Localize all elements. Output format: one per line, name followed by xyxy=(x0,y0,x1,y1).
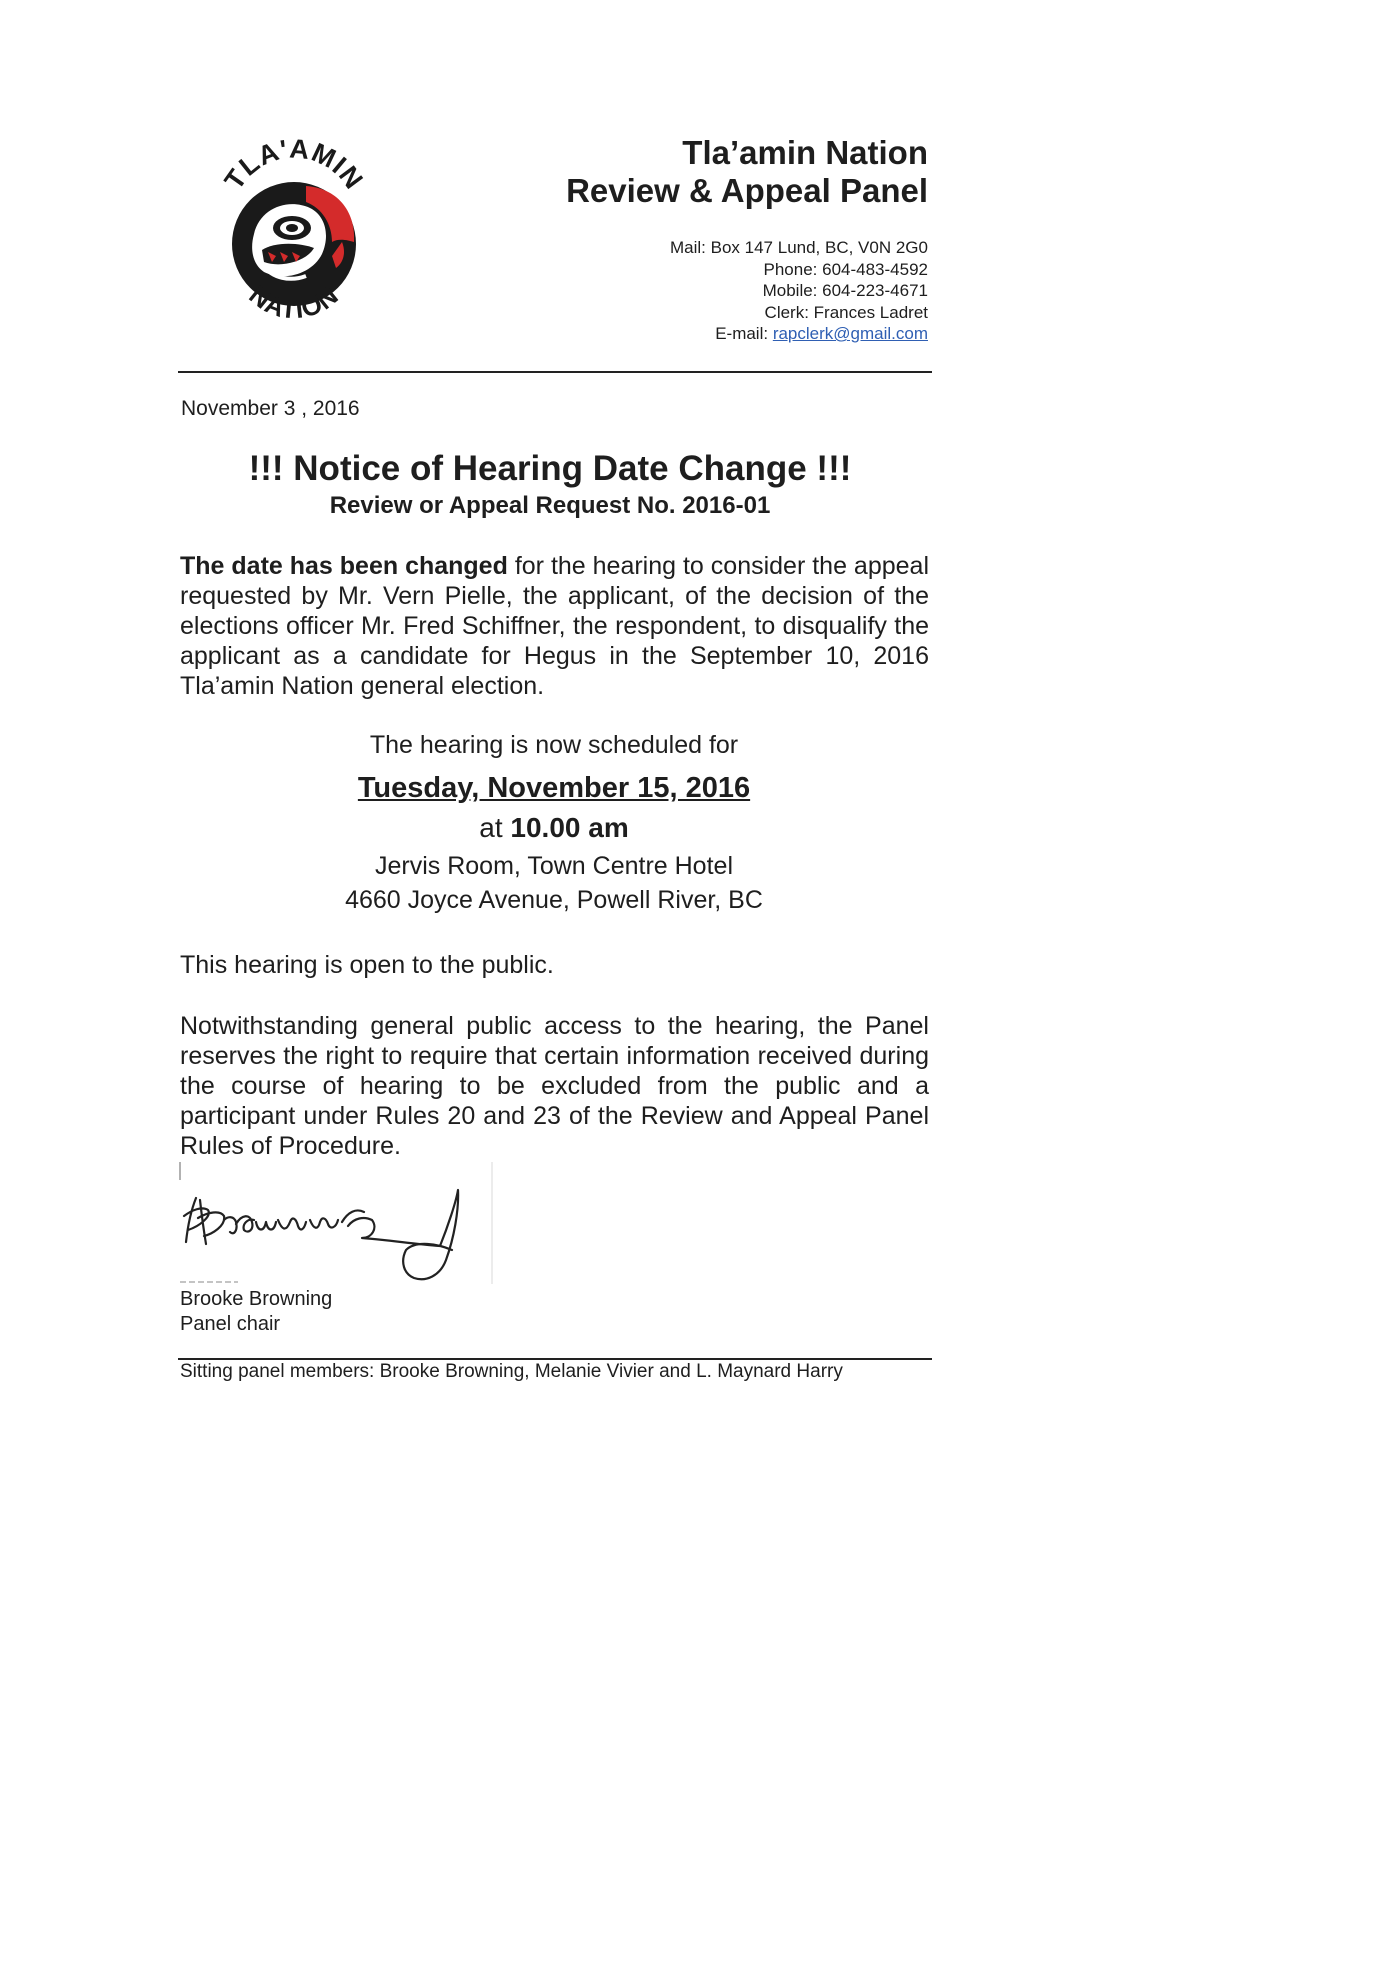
organization-line-2: Review & Appeal Panel xyxy=(566,172,928,209)
contact-email-label: E-mail: xyxy=(715,324,773,343)
contact-mail: Mail: Box 147 Lund, BC, V0N 2G0 xyxy=(670,238,928,257)
tlaamin-nation-logo xyxy=(214,138,374,328)
logo-top-text: TLA'AMIN xyxy=(218,138,370,195)
contact-email-link[interactable]: rapclerk@gmail.com xyxy=(772,324,928,343)
signature-image xyxy=(178,1160,494,1284)
rights-notice: Notwithstanding general public access to the hearing, the Panel reserves the right to require that certain information received during the course of hearing to be excluded from the public and a participant under Rules 20 and 23 of the Review and Appeal Panel Rules of Procedure. xyxy=(180,1012,929,1160)
intro-paragraph xyxy=(180,551,929,701)
signatory-block xyxy=(180,1287,332,1337)
contact-block xyxy=(670,237,928,345)
schedule-intro: The hearing is now scheduled for xyxy=(369,731,739,759)
contact-email-row xyxy=(670,323,928,345)
contact-phone: Phone: 604-483-4592 xyxy=(763,259,928,279)
logo-bottom-text: NATION xyxy=(243,279,345,325)
hearing-time: 10.00 am xyxy=(510,812,629,843)
organization-name xyxy=(566,134,928,210)
letter-date: November 3 , 2016 xyxy=(181,397,360,420)
request-number: Review or Appeal Request No. 2016-01 xyxy=(329,492,771,519)
hearing-address: 4660 Joyce Avenue, Powell River, BC xyxy=(345,886,763,914)
footer-divider xyxy=(178,1358,932,1360)
panel-members: Sitting panel members: Brooke Browning, Melanie Vivier and L. Maynard Harry xyxy=(180,1361,843,1382)
intro-bold-lead: The date has been changed xyxy=(180,552,508,580)
signatory-role: Panel chair xyxy=(180,1313,281,1335)
signatory-name: Brooke Browning xyxy=(180,1288,333,1310)
signature-stroke xyxy=(184,1190,458,1279)
header-divider xyxy=(178,371,932,373)
contact-clerk: Clerk: Frances Ladret xyxy=(764,302,928,322)
intro-text: for the hearing to consider the appeal requested by Mr. Vern Pielle, the applicant, of the decision of the elections officer Mr. Fred Schiffner, the respondent, to disqualify the applicant as a candidate for Hegus in the September 10, 2016 Tla’amin Nation general election. xyxy=(180,552,930,700)
logo-pupil xyxy=(286,224,298,232)
hearing-date: Tuesday, November 15, 2016 xyxy=(357,772,751,804)
hearing-time-prefix: at xyxy=(479,812,511,843)
hearing-time-row xyxy=(0,812,1108,844)
contact-mobile: Mobile: 604-223-4671 xyxy=(762,281,928,300)
organization-line-1: Tla’amin Nation xyxy=(682,134,928,171)
public-notice: This hearing is open to the public. xyxy=(180,951,554,979)
hearing-venue: Jervis Room, Town Centre Hotel xyxy=(374,852,733,880)
notice-title: !!! Notice of Hearing Date Change !!! xyxy=(248,449,852,488)
